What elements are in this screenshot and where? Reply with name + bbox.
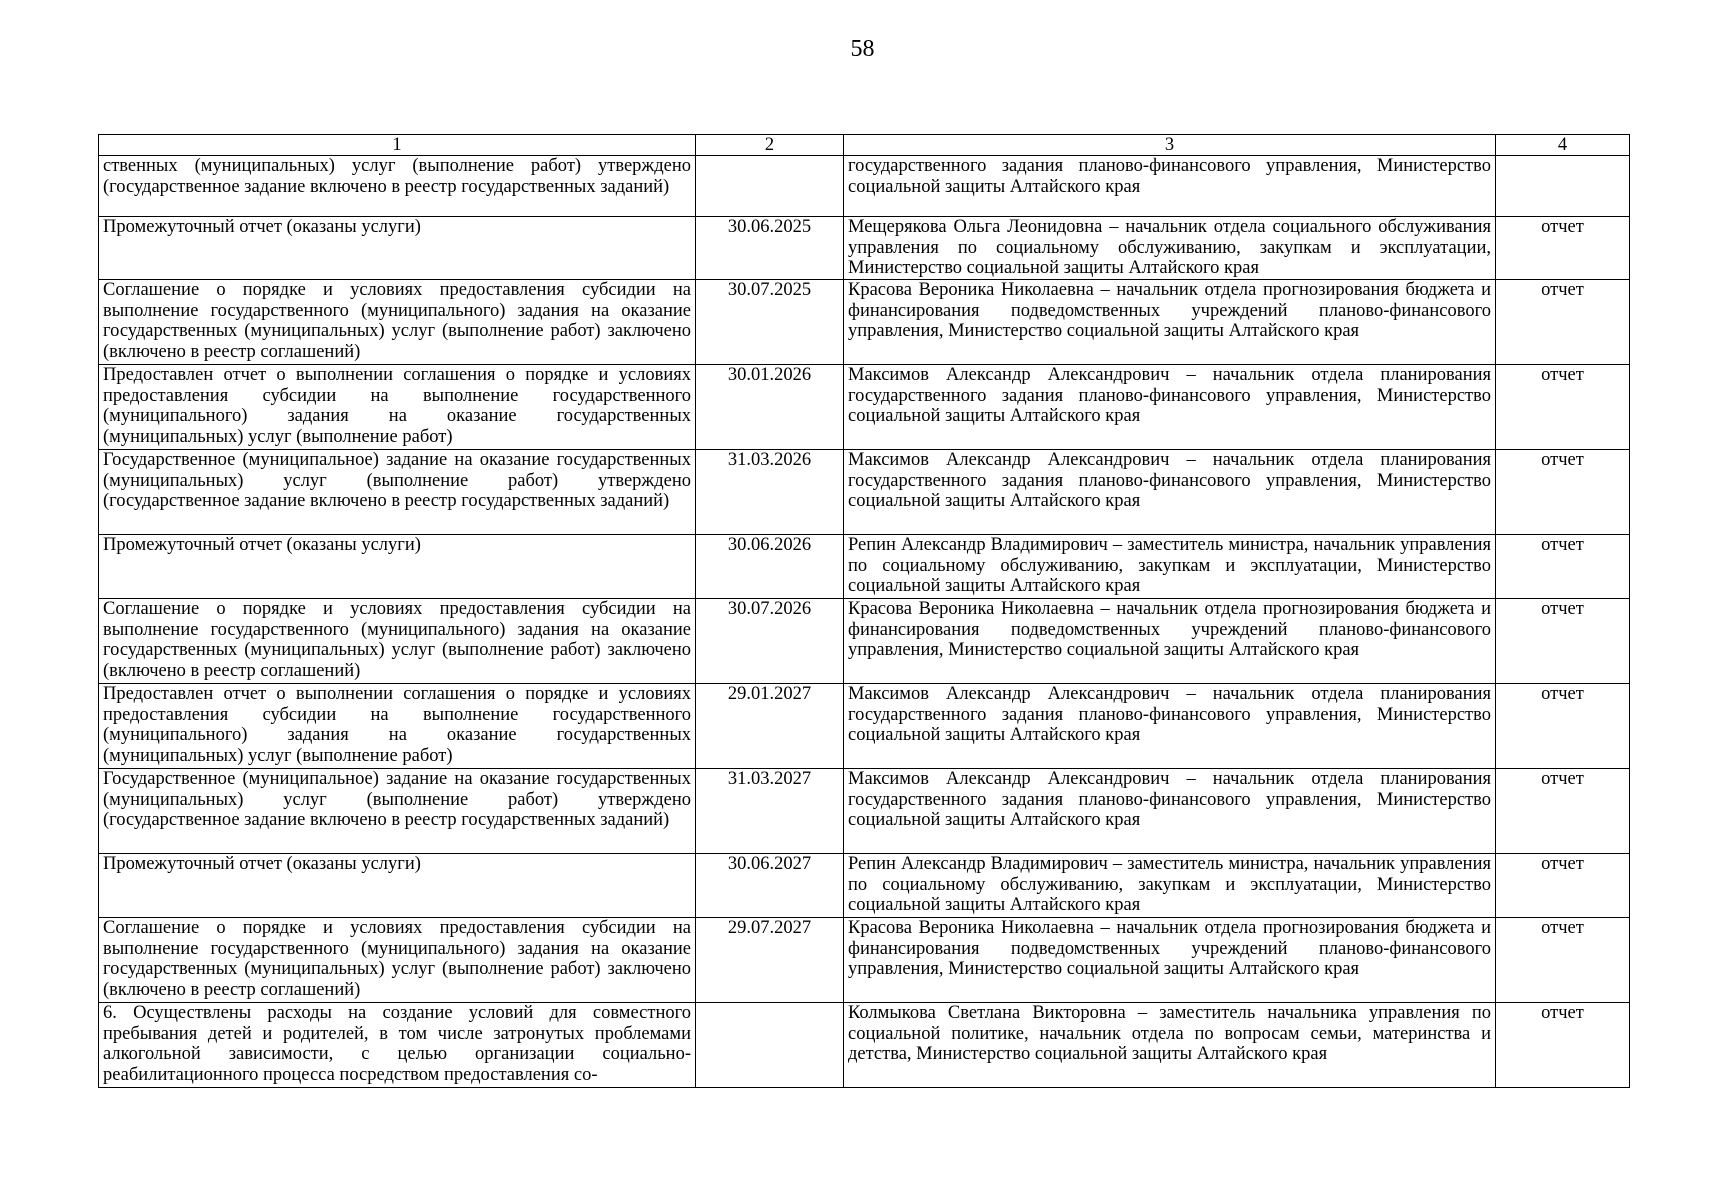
date-cell: 30.06.2026 [696, 535, 844, 599]
event-cell: Соглашение о порядке и условиях предоставления субсидии на выполнение государственного (муниципального) задания на оказание государственных (муниципальных) услуг (выполнение работ) заключено (включено в реестр соглашений) [99, 918, 696, 1003]
event-cell: Государственное (муниципальное) задание на оказание государственных (муниципальных) услуг (выполнение работ) утверждено (государственное задание включено в реестр государственных заданий) [99, 450, 696, 535]
date-cell: 31.03.2026 [696, 450, 844, 535]
date-cell: 29.07.2027 [696, 918, 844, 1003]
date-cell: 29.01.2027 [696, 684, 844, 769]
table-row [99, 280, 1630, 365]
document-type-cell: отчет [1496, 1003, 1630, 1088]
table-row [99, 599, 1630, 684]
document-type-cell: отчет [1496, 450, 1630, 535]
document-type-cell: отчет [1496, 918, 1630, 1003]
event-cell: ственных (муниципальных) услуг (выполнение работ) утверждено (государственное задание включено в реестр государственных заданий) [99, 156, 696, 217]
responsible-cell: Красова Вероника Николаевна – начальник отдела прогнозирования бюджета и финансирования подведомственных учреждений планово-финансового управления, Министерство социальной защиты Алтайского края [844, 918, 1496, 1003]
responsible-cell: Мещерякова Ольга Леонидовна – начальник отдела социального обслуживания управления по социальному обслуживанию, закупкам и эксплуатации, Министерство социальной защиты Алтайского края [844, 217, 1496, 280]
responsible-cell: Репин Александр Владимирович – заместитель министра, начальник управления по социальному обслуживанию, закупкам и эксплуатации, Министерство социальной защиты Алтайского края [844, 854, 1496, 918]
event-cell: 6. Осуществлены расходы на создание условий для совместного пребывания детей и родителей, в том числе затронутых проблемами алкогольной зависимости, с целью организации социально-реабилитационного процесса посредством предоставления со- [99, 1003, 696, 1088]
table-row [99, 365, 1630, 450]
table-row [99, 535, 1630, 599]
responsible-cell: Репин Александр Владимирович – заместитель министра, начальник управления по социальному обслуживанию, закупкам и эксплуатации, Министерство социальной защиты Алтайского края [844, 535, 1496, 599]
header-row [99, 135, 1630, 156]
date-cell: 30.07.2025 [696, 280, 844, 365]
date-cell: 30.06.2025 [696, 217, 844, 280]
table-row [99, 1003, 1630, 1088]
header-col-1: 1 [99, 135, 696, 156]
page-number: 58 [850, 36, 875, 62]
date-cell: 30.01.2026 [696, 365, 844, 450]
date-cell: 30.07.2026 [696, 599, 844, 684]
responsible-cell: Максимов Александр Александрович – начальник отдела планирования государственного задания планово-финансового управления, Министерство социальной защиты Алтайского края [844, 365, 1496, 450]
document-type-cell: отчет [1496, 769, 1630, 854]
event-cell: Государственное (муниципальное) задание на оказание государственных (муниципальных) услуг (выполнение работ) утверждено (государственное задание включено в реестр государственных заданий) [99, 769, 696, 854]
table-row [99, 918, 1630, 1003]
document-table [98, 134, 1630, 1088]
table-row [99, 217, 1630, 280]
event-cell: Предоставлен отчет о выполнении соглашения о порядке и условиях предоставления субсидии на выполнение государственного (муниципального) задания на оказание государственных (муниципальных) услуг (выполнение работ) [99, 684, 696, 769]
table-row [99, 450, 1630, 535]
table-row [99, 769, 1630, 854]
responsible-cell: Максимов Александр Александрович – начальник отдела планирования государственного задания планово-финансового управления, Министерство социальной защиты Алтайского края [844, 684, 1496, 769]
table-header [99, 135, 1630, 156]
event-cell: Предоставлен отчет о выполнении соглашения о порядке и условиях предоставления субсидии на выполнение государственного (муниципального) задания на оказание государственных (муниципальных) услуг (выполнение работ) [99, 365, 696, 450]
event-cell: Промежуточный отчет (оказаны услуги) [99, 535, 696, 599]
event-cell: Промежуточный отчет (оказаны услуги) [99, 854, 696, 918]
table-row [99, 156, 1630, 217]
responsible-cell: государственного задания планово-финансового управления, Министерство социальной защиты Алтайского края [844, 156, 1496, 217]
table-row [99, 684, 1630, 769]
table-row [99, 854, 1630, 918]
document-type-cell: отчет [1496, 365, 1630, 450]
document-type-cell: отчет [1496, 217, 1630, 280]
event-cell: Соглашение о порядке и условиях предоставления субсидии на выполнение государственного (муниципального) задания на оказание государственных (муниципальных) услуг (выполнение работ) заключено (включено в реестр соглашений) [99, 599, 696, 684]
responsible-cell: Максимов Александр Александрович – начальник отдела планирования государственного задания планово-финансового управления, Министерство социальной защиты Алтайского края [844, 450, 1496, 535]
event-cell: Промежуточный отчет (оказаны услуги) [99, 217, 696, 280]
responsible-cell: Красова Вероника Николаевна – начальник отдела прогнозирования бюджета и финансирования подведомственных учреждений планово-финансового управления, Министерство социальной защиты Алтайского края [844, 599, 1496, 684]
document-type-cell: отчет [1496, 280, 1630, 365]
document-type-cell: отчет [1496, 684, 1630, 769]
responsible-cell: Красова Вероника Николаевна – начальник отдела прогнозирования бюджета и финансирования подведомственных учреждений планово-финансового управления, Министерство социальной защиты Алтайского края [844, 280, 1496, 365]
date-cell: 31.03.2027 [696, 769, 844, 854]
responsible-cell: Колмыкова Светлана Викторовна – заместитель начальника управления по социальной политике, начальник отдела по вопросам семьи, материнства и детства, Министерство социальной защиты Алтайского края [844, 1003, 1496, 1088]
date-cell [696, 1003, 844, 1088]
header-col-4: 4 [1496, 135, 1630, 156]
event-cell: Соглашение о порядке и условиях предоставления субсидии на выполнение государственного (муниципального) задания на оказание государственных (муниципальных) услуг (выполнение работ) заключено (включено в реестр соглашений) [99, 280, 696, 365]
document-type-cell [1496, 156, 1630, 217]
date-cell: 30.06.2027 [696, 854, 844, 918]
responsible-cell: Максимов Александр Александрович – начальник отдела планирования государственного задания планово-финансового управления, Министерство социальной защиты Алтайского края [844, 769, 1496, 854]
document-type-cell: отчет [1496, 599, 1630, 684]
date-cell [696, 156, 844, 217]
table-body [99, 156, 1630, 1088]
document-type-cell: отчет [1496, 854, 1630, 918]
header-col-2: 2 [696, 135, 844, 156]
document-type-cell: отчет [1496, 535, 1630, 599]
header-col-3: 3 [844, 135, 1496, 156]
